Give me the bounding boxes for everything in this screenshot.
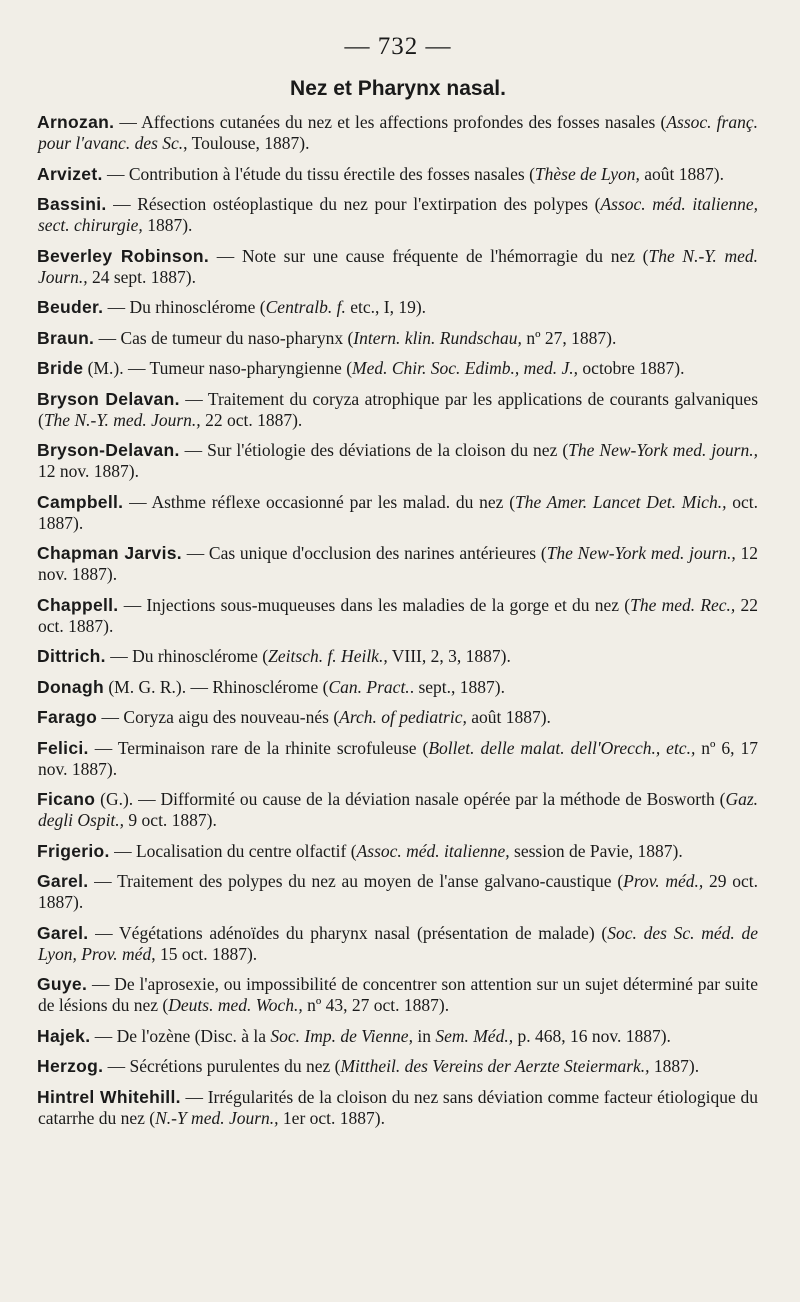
entry-author: Felici. (37, 737, 89, 758)
entry-text: nº 43, 27 oct. 1887). (302, 995, 450, 1015)
entry-text: — Coryza aigu des nouveau-nés ( (101, 707, 340, 727)
entry-journal-title: Deuts. med. Woch., (168, 995, 303, 1015)
entry-text: nº 6, 17 nov. 1887). (38, 737, 759, 779)
entry-journal-title: The N.-Y. med. Journ., (38, 245, 759, 287)
bibliography-entry (38, 112, 758, 154)
bibliography-entry (38, 358, 758, 379)
entry-journal-title: N.-Y med. Journ., (155, 1107, 279, 1128)
entry-journal-title: Soc. des Sc. méd. de Lyon, Prov. méd (38, 922, 758, 964)
entry-author: Ficano (37, 789, 96, 809)
entry-text: — Asthme réflexe occasionné par les malad. du nez ( (129, 491, 516, 512)
entry-author: Hajek. (37, 1025, 91, 1046)
entry-text: — Contribution à l'étude du tissu érectile des fosses nasales ( (107, 163, 535, 184)
bibliography-list (38, 112, 758, 1129)
entry-journal-title: The med. Rec., (630, 594, 736, 615)
entry-journal-title: Assoc. méd. italienne, (356, 840, 510, 861)
entry-author: Bryson Delavan. (37, 388, 180, 409)
entry-journal-title: The Amer. Lancet Det. Mich., (515, 491, 727, 512)
entry-text: — Du rhinosclérome ( (107, 297, 266, 317)
entry-author: Beuder. (37, 297, 104, 317)
entry-text: — Traitement des polypes du nez au moyen de l'anse galvano-caustique ( (94, 871, 624, 891)
entry-journal-title: Bollet. delle malat. dell'Orecch., etc., (428, 737, 696, 758)
entry-journal-title: Assoc. méd. italienne, sect. chirurgie, (38, 194, 758, 235)
entry-text: — Cas unique d'occlusion des narines antérieures ( (186, 543, 547, 563)
entry-text: — Du rhinosclérome ( (110, 646, 269, 666)
entry-journal-title: The New-York med. journ., (568, 440, 758, 460)
entry-text: — Végétations adénoïdes du pharynx nasal (présentation de malade) ( (95, 922, 608, 943)
entry-text: 22 oct. 1887). (38, 594, 759, 636)
entry-journal-title: The New-York med. journ., (546, 543, 736, 563)
bibliography-entry (38, 297, 758, 318)
entry-text: août 1887). (639, 163, 724, 184)
entry-text: 1887). (142, 215, 193, 235)
entry-text: nº 27, 1887). (521, 327, 617, 348)
entry-journal-title: Intern. klin. Rundschau, (353, 327, 522, 348)
entry-text: — Injections sous-muqueuses dans les maladies de la gorge et du nez ( (123, 594, 631, 615)
entry-author: Hintrel Whitehill. (37, 1086, 181, 1107)
entry-text: 12 nov. 1887). (38, 543, 759, 584)
entry-text: 29 oct. 1887). (38, 871, 758, 912)
entry-text: . sept., 1887). (409, 676, 505, 697)
entry-text: etc., I, 19). (345, 297, 427, 317)
entry-text: 1887). (649, 1056, 700, 1076)
entry-author: Herzog. (37, 1056, 104, 1076)
entry-text: oct. 1887). (38, 491, 758, 533)
entry-text: octobre 1887). (578, 358, 685, 378)
entry-journal-title: Zeitsch. f. Heilk., (268, 646, 388, 666)
bibliography-entry (38, 328, 758, 349)
entry-text: VIII, 2, 3, 1887). (387, 646, 511, 666)
entry-author: Bryson-Delavan. (37, 440, 180, 460)
entry-text: — Terminaison rare de la rhinite scrofuleuse ( (94, 737, 429, 758)
entry-author-initials: (M. G. R.). (108, 676, 187, 697)
entry-journal-title: Med. Chir. Soc. Edimb., med. J., (352, 358, 579, 378)
entry-text: — Note sur une cause fréquente de l'hémorragie du nez ( (216, 245, 649, 266)
entry-journal-title: Arch. of pediatric, (339, 707, 467, 727)
entry-text: 22 oct. 1887). (200, 409, 303, 430)
bibliography-entry (38, 789, 758, 831)
entry-journal-title: Sem. Méd., (435, 1025, 514, 1046)
bibliography-entry (38, 194, 758, 236)
bibliography-entry (38, 871, 758, 913)
bibliography-entry (38, 841, 758, 862)
entry-author: Chapman Jarvis. (37, 543, 182, 563)
bibliography-entry (38, 543, 758, 585)
entry-author: Dittrich. (37, 646, 106, 666)
entry-text: — Sur l'étiologie des déviations de la cloison du nez ( (184, 440, 569, 460)
bibliography-entry (38, 440, 758, 482)
entry-journal-title: Thèse de Lyon, (534, 163, 640, 184)
entry-author-initials: (G.). (100, 789, 134, 809)
entry-text: — Résection ostéoplastique du nez pour l'extirpation des polypes ( (113, 194, 601, 214)
entry-text: — Rhinosclérome ( (190, 676, 329, 697)
entry-journal-title: Gaz. degli Ospit., (38, 789, 759, 830)
entry-text: — De l'ozène (Disc. à la (94, 1025, 271, 1046)
entry-journal-title: Assoc. franç. pour l'avanc. des Sc. (38, 112, 758, 153)
entry-author: Farago (37, 707, 98, 727)
entry-text: août 1887). (466, 707, 551, 727)
entry-text: session de Pavie, 1887). (509, 840, 683, 861)
entry-journal-title: Prov. méd., (623, 871, 704, 891)
entry-text: in (412, 1025, 436, 1046)
entry-text: — Traitement du coryza atrophique par les applications de courants galvaniques ( (38, 388, 759, 430)
entry-text: p. 468, 16 nov. 1887). (513, 1025, 671, 1046)
entry-text: 12 nov. 1887). (38, 461, 139, 481)
entry-author: Guye. (37, 974, 88, 994)
entry-author: Garel. (37, 922, 89, 943)
bibliography-entry (38, 1087, 758, 1129)
bibliography-entry (38, 707, 758, 728)
entry-text: — Affections cutanées du nez et les affections profondes des fosses nasales ( (119, 112, 667, 132)
bibliography-entry (38, 246, 758, 288)
bibliography-entry (38, 738, 758, 780)
bibliography-entry (38, 492, 758, 534)
entry-text: 24 sept. 1887). (87, 266, 196, 287)
entry-text: 9 oct. 1887). (124, 810, 217, 830)
entry-author: Chappell. (37, 594, 119, 615)
entry-author: Arvizet. (37, 163, 103, 184)
entry-author: Bassini. (37, 194, 107, 214)
bibliography-entry (38, 595, 758, 637)
entry-text: — Sécrétions purulentes du nez ( (107, 1056, 341, 1076)
entry-author: Frigerio. (37, 840, 110, 861)
entry-text: , 15 oct. 1887). (151, 943, 258, 964)
entry-author: Braun. (37, 327, 95, 348)
entry-text: , Toulouse, 1887). (183, 133, 310, 153)
bibliography-entry (38, 923, 758, 965)
entry-author: Garel. (37, 871, 89, 891)
entry-author: Arnozan. (37, 112, 115, 132)
entry-journal-title: Mittheil. des Vereins der Aerzte Steiermark., (340, 1056, 650, 1076)
bibliography-entry (38, 1056, 758, 1077)
entry-author-initials: (M.). (87, 358, 124, 378)
page-number: — 732 — (344, 33, 452, 60)
bibliography-entry (38, 389, 758, 431)
entry-author: Campbell. (37, 491, 124, 512)
entry-text: — Irrégularités de la cloison du nez sans déviation comme facteur étiologique du catarrhe du nez ( (38, 1086, 759, 1128)
bibliography-entry (38, 677, 758, 698)
bibliography-entry (38, 974, 758, 1016)
bibliography-entry (38, 646, 758, 667)
entry-text: — Tumeur naso-pharyngienne ( (127, 358, 353, 378)
entry-journal-title: Centralb. f. (265, 297, 346, 317)
entry-text: — Cas de tumeur du naso-pharynx ( (98, 327, 354, 348)
entry-journal-title: The N.-Y. med. Journ., (43, 409, 201, 430)
entry-author: Beverley Robinson. (37, 245, 210, 266)
entry-text: — Localisation du centre olfactif ( (114, 840, 357, 861)
entry-journal-title: Can. Pract. (328, 676, 410, 697)
entry-journal-title: Soc. Imp. de Vienne, (270, 1025, 413, 1046)
bibliography-entry (38, 164, 758, 185)
entry-author: Bride (37, 358, 84, 378)
entry-text: 1er oct. 1887). (278, 1107, 385, 1128)
entry-text: — Difformité ou cause de la déviation nasale opérée par la méthode de Bosworth ( (138, 789, 726, 809)
bibliography-entry (38, 1026, 758, 1047)
entry-text: — De l'aprosexie, ou impossibilité de concentrer son attention sur un sujet déterminé par suite de lésions du nez ( (38, 974, 758, 1015)
section-title: Nez et Pharynx nasal. (290, 77, 506, 100)
entry-author: Donagh (37, 676, 104, 697)
